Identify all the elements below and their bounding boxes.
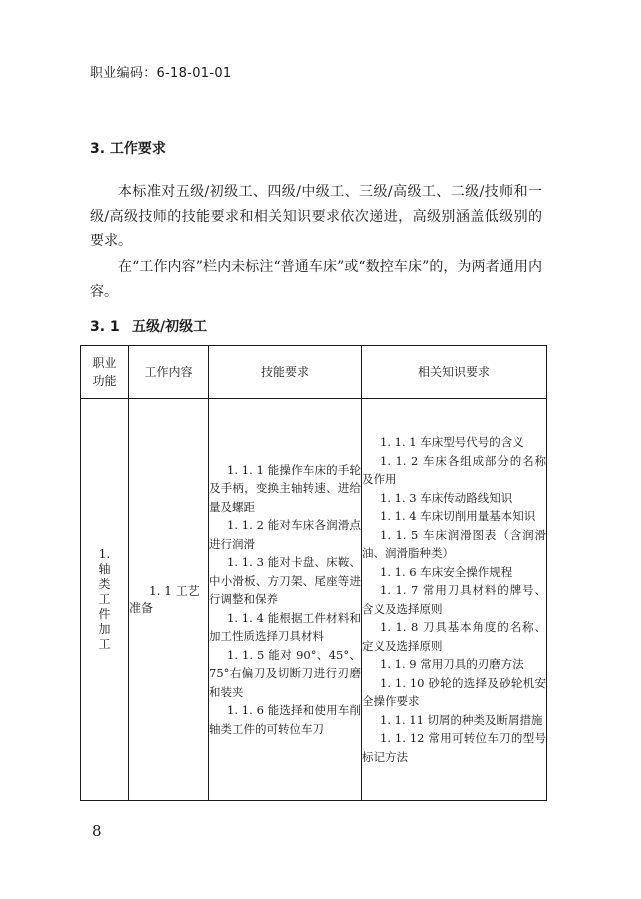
page-number: 8 (92, 822, 102, 840)
header-function-label: 职业 功能 (92, 356, 117, 388)
table-row (81, 399, 547, 801)
skill-item: 1. 1. 5 能对 90°、45°、75°右偏刀及切断刀进行刃磨和装夹 (209, 647, 361, 699)
function-cell (81, 399, 129, 801)
knowledge-item: 1. 1. 1 车床型号代号的含义 (380, 435, 524, 449)
knowledge-item: 1. 1. 11 切屑的种类及断屑措施 (380, 712, 543, 727)
skill-item: 1. 1. 2 能对车床各润滑点进行润滑 (209, 518, 361, 551)
knowledge-item: 1. 1. 8 刀具基本角度的名称、定义及选择原则 (362, 620, 546, 653)
knowledge-item: 1. 1. 12 常用可转位车刀的型号标记方法 (362, 731, 546, 764)
knowledge-item: 1. 1. 3 车床传动路线知识 (380, 490, 513, 505)
knowledge-item: 1. 1. 10 砂轮的选择及砂轮机安全操作要求 (362, 675, 546, 708)
subsection-title (90, 316, 207, 336)
note-paragraph: 在“工作内容”栏内未标注“普通车床”或“数控车床”的，为两者通用内容。 (90, 259, 542, 300)
function-text: 1. 轴类工件加工 (98, 547, 111, 651)
knowledge-item: 1. 1. 9 常用刀具的刃磨方法 (380, 657, 524, 671)
knowledge-item: 1. 1. 5 车床润滑图表（含润滑油、润滑脂种类） (362, 527, 546, 560)
knowledge-item: 1. 1. 6 车床安全操作规程 (380, 564, 513, 579)
skill-item: 1. 1. 1 能操作车床的手轮及手柄，变换主轴转速、进给量及螺距 (209, 462, 361, 514)
intro-paragraph: 本标准对五级/初级工、四级/中级工、三级/高级工、二级/技师和一级/高级技师的技能要求和相关知识要求依次递进，高级别涵盖低级别的要求。 (90, 184, 542, 249)
work-content-cell (129, 399, 209, 801)
header-skill: 技能要求 (209, 346, 362, 399)
skill-item: 1. 1. 6 能选择和使用车削轴类工件的可转位车刀 (209, 703, 361, 736)
section-title: 3. 工作要求 (90, 141, 166, 157)
subsection-number: 3. 1 (90, 319, 120, 335)
knowledge-cell (362, 399, 547, 801)
occupation-code: 职业编码：6-18-01-01 (90, 66, 232, 81)
subsection-label: 五级/初级工 (132, 319, 208, 335)
header-work-content: 工作内容 (129, 346, 209, 399)
requirements-table (80, 345, 547, 801)
knowledge-item: 1. 1. 7 常用刀具材料的牌号、含义及选择原则 (362, 583, 546, 616)
work-content-text: 1. 1 工艺准备 (129, 583, 200, 615)
skill-item: 1. 1. 4 能根据工件材料和加工性质选择刀具材料 (209, 610, 361, 644)
skill-cell (209, 399, 362, 801)
header-function (81, 346, 129, 399)
knowledge-item: 1. 1. 4 车床切削用量基本知识 (380, 509, 536, 523)
skill-item: 1. 1. 3 能对卡盘、床鞍、中小滑板、方刀架、尾座等进行调整和保养 (209, 555, 361, 607)
header-knowledge: 相关知识要求 (362, 346, 547, 399)
table-header-row (81, 346, 547, 399)
knowledge-item: 1. 1. 2 车床各组成部分的名称及作用 (362, 453, 546, 486)
